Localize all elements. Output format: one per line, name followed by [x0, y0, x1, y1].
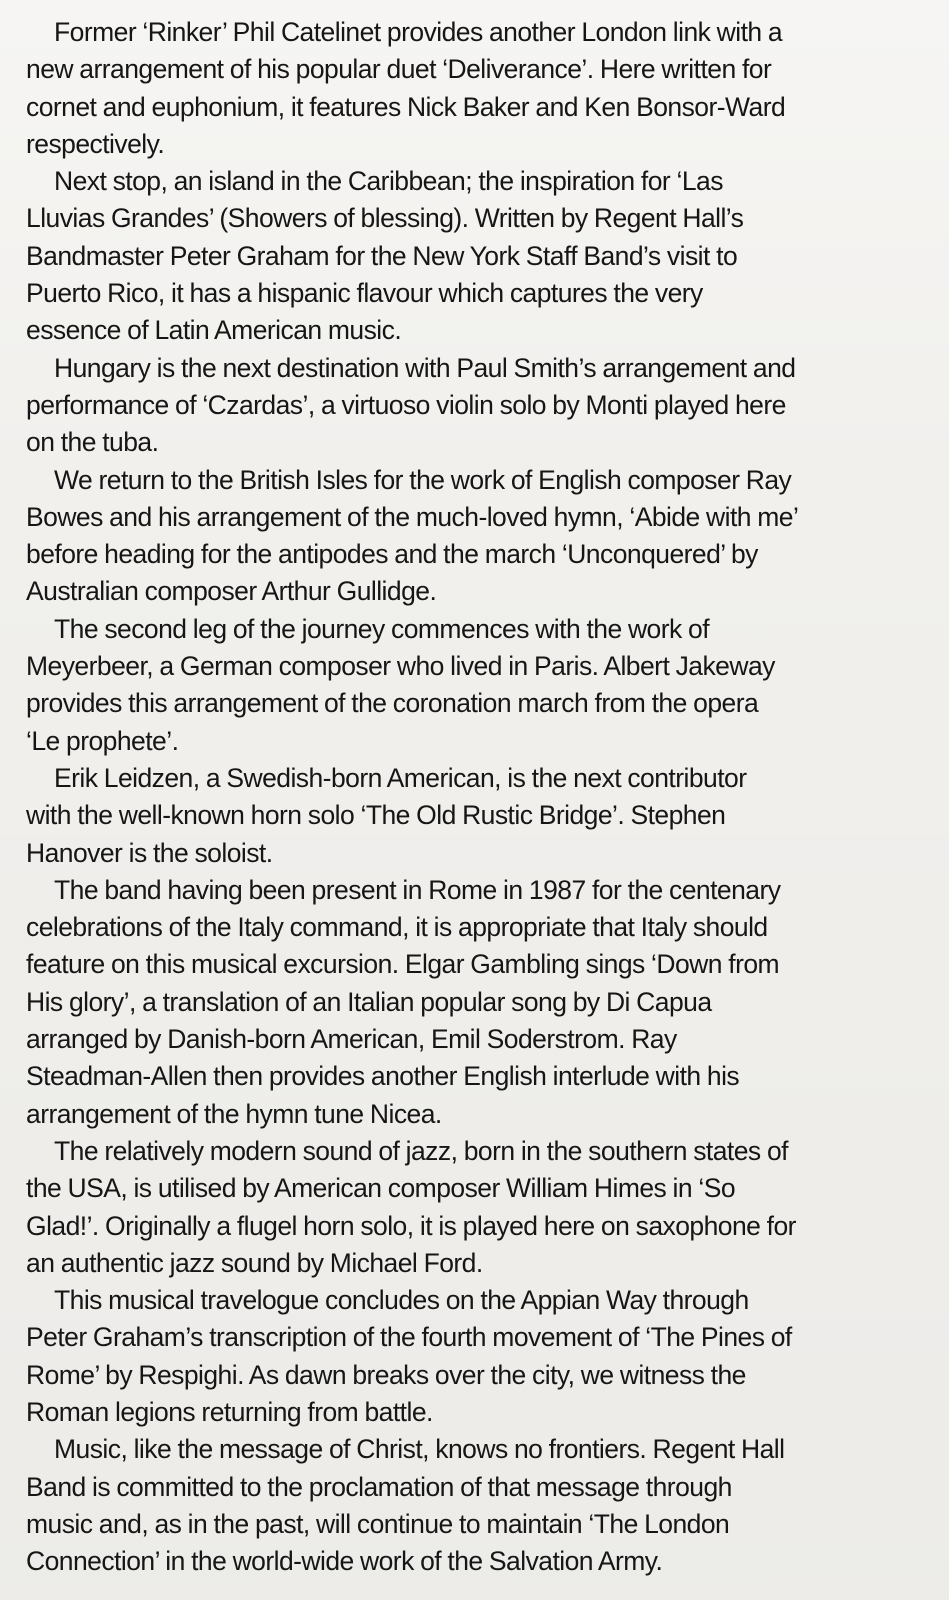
- text-line: arrangement of the hymn tune Nicea.: [26, 1098, 442, 1129]
- paragraph: [26, 1282, 935, 1431]
- paragraph: [26, 611, 935, 760]
- text-line: the USA, is utilised by American composer William Himes in ‘So: [26, 1173, 736, 1204]
- text-column: [26, 14, 935, 1580]
- paragraph: [26, 14, 935, 163]
- text-line: celebrations of the Italy command, it is appropriate that Italy should: [26, 912, 768, 943]
- text-line: Roman legions returning from battle.: [26, 1396, 433, 1427]
- text-line: arranged by Danish-born American, Emil Soderstrom. Ray: [26, 1024, 677, 1055]
- text-line: Bowes and his arrangement of the much-loved hymn, ‘Abide with me’: [26, 501, 799, 532]
- text-line: Bandmaster Peter Graham for the New York Staff Band’s visit to: [26, 240, 738, 271]
- text-line: respectively.: [26, 128, 165, 159]
- paragraph: [26, 163, 935, 349]
- text-line: Band is committed to the proclamation of that message through: [26, 1471, 732, 1502]
- text-line: This musical travelogue concludes on the Appian Way through: [54, 1285, 749, 1316]
- text-line: The second leg of the journey commences with the work of: [54, 613, 710, 644]
- text-line: Next stop, an island in the Caribbean; the inspiration for ‘Las: [54, 166, 723, 197]
- text-line: on the tuba.: [26, 427, 159, 458]
- text-line: The band having been present in Rome in 1987 for the centenary: [54, 874, 781, 905]
- paragraph: [26, 462, 935, 611]
- text-line: Erik Leidzen, a Swedish-born American, is the next contributor: [54, 762, 747, 793]
- text-line: Steadman-Allen then provides another English interlude with his: [26, 1061, 740, 1092]
- text-line: with the well-known horn solo ‘The Old Rustic Bridge’. Stephen: [26, 800, 726, 831]
- text-line: performance of ‘Czardas’, a virtuoso violin solo by Monti played here: [26, 389, 786, 420]
- text-line: Hanover is the soloist.: [26, 837, 273, 868]
- text-line: cornet and euphonium, it features Nick Baker and Ken Bonsor-Ward: [26, 91, 786, 122]
- text-line: The relatively modern sound of jazz, born in the southern states of: [54, 1135, 788, 1166]
- text-line: feature on this musical excursion. Elgar Gambling sings ‘Down from: [26, 949, 780, 980]
- text-line: before heading for the antipodes and the march ‘Unconquered’ by: [26, 539, 758, 570]
- text-line: essence of Latin American music.: [26, 315, 402, 346]
- paragraph: [26, 1133, 935, 1282]
- text-line: Peter Graham’s transcription of the fourth movement of ‘The Pines of: [26, 1322, 792, 1353]
- text-line: Hungary is the next destination with Paul Smith’s arrangement and: [54, 352, 796, 383]
- text-line: new arrangement of his popular duet ‘Deliverance’. Here written for: [26, 54, 772, 85]
- text-line: ‘Le prophete’.: [26, 725, 179, 756]
- text-line: an authentic jazz sound by Michael Ford.: [26, 1247, 483, 1278]
- text-line: music and, as in the past, will continue to maintain ‘The London: [26, 1508, 730, 1539]
- text-line: Glad!’. Originally a flugel horn solo, it is played here on saxophone for: [26, 1210, 796, 1241]
- text-line: Connection’ in the world-wide work of the Salvation Army.: [26, 1546, 663, 1577]
- paragraph: [26, 872, 935, 1133]
- text-line: Puerto Rico, it has a hispanic flavour which captures the very: [26, 278, 703, 309]
- text-line: Rome’ by Respighi. As dawn breaks over the city, we witness the: [26, 1359, 746, 1390]
- text-line: Meyerbeer, a German composer who lived in Paris. Albert Jakeway: [26, 651, 775, 682]
- text-line: Lluvias Grandes’ (Showers of blessing). Written by Regent Hall’s: [26, 203, 744, 234]
- text-line: provides this arrangement of the coronation march from the opera: [26, 688, 759, 719]
- paragraph: [26, 1431, 935, 1580]
- text-line: His glory’, a translation of an Italian popular song by Di Capua: [26, 986, 712, 1017]
- text-line: Australian composer Arthur Gullidge.: [26, 576, 437, 607]
- text-line: Music, like the message of Christ, knows no frontiers. Regent Hall: [54, 1434, 785, 1465]
- paragraph: [26, 350, 935, 462]
- paragraph: [26, 760, 935, 872]
- text-line: We return to the British Isles for the work of English composer Ray: [54, 464, 792, 495]
- text-line: Former ‘Rinker’ Phil Catelinet provides another London link with a: [54, 17, 783, 47]
